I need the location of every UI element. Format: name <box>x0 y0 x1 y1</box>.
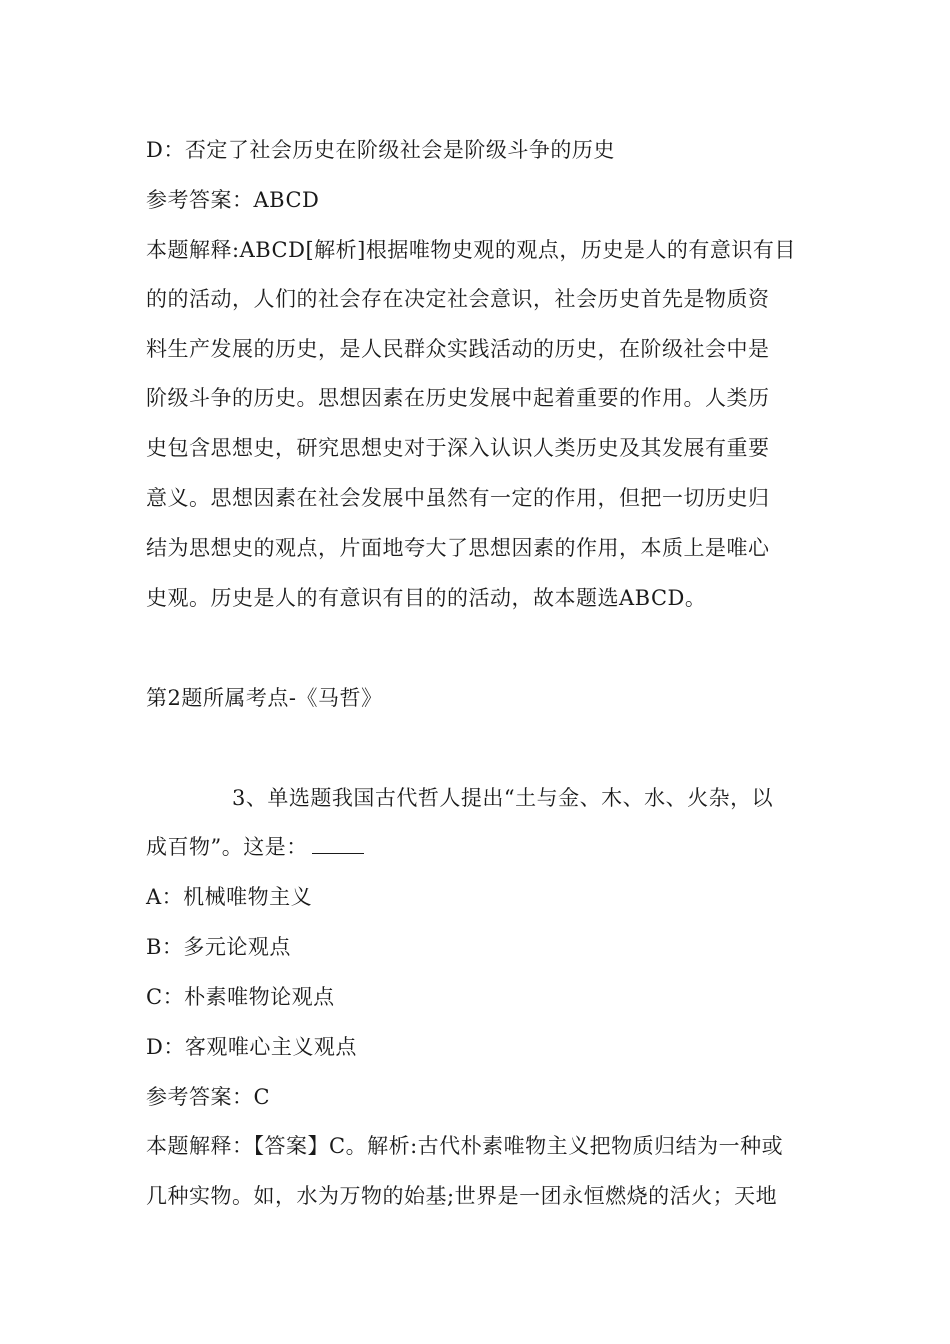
q3-explanation-line: 本题解释：【答案】C。解析:古代朴素唯物主义把物质归结为一种或 <box>146 1134 784 1158</box>
q2-explanation-line: 阶级斗争的历史。思想因素在历史发展中起着重要的作用。人类历 <box>146 386 770 410</box>
q2-topic: 第2题所属考点-《马哲》 <box>146 686 383 710</box>
q3-explanation-line: 几种实物。如，水为万物的始基;世界是一团永恒燃烧的活火；天地 <box>146 1184 778 1208</box>
q2-explanation-line: 的的活动，人们的社会存在决定社会意识，社会历史首先是物质资 <box>146 287 770 311</box>
q2-explanation-line: 结为思想史的观点，片面地夸大了思想因素的作用，本质上是唯心 <box>146 536 770 560</box>
q3-option-d: D：客观唯心主义观点 <box>146 1035 357 1059</box>
q2-explanation-line: 史观。历史是人的有意识有目的的活动，故本题选ABCD。 <box>146 586 707 610</box>
q3-stem-line: 3、单选题我国古代哲人提出“土与金、木、水、火杂，以 <box>232 786 774 810</box>
q3-stem-line-2 <box>146 832 364 862</box>
q3-option-b: B：多元论观点 <box>146 935 291 959</box>
q2-explanation-line: 史包含思想史，研究思想史对于深入认识人类历史及其发展有重要 <box>146 436 770 460</box>
q3-answer: 参考答案：C <box>146 1085 271 1109</box>
q3-option-a: A：机械唯物主义 <box>146 885 313 909</box>
q2-explanation-line: 意义。思想因素在社会发展中虽然有一定的作用，但把一切历史归 <box>146 486 770 510</box>
q3-stem-text: 成百物”。这是： <box>146 835 308 859</box>
q2-explanation-line: 本题解释:ABCD[解析]根据唯物史观的观点，历史是人的有意识有目 <box>146 238 796 262</box>
q2-explanation-line: 料生产发展的历史，是人民群众实践活动的历史，在阶级社会中是 <box>146 337 770 361</box>
q3-option-c: C：朴素唯物论观点 <box>146 985 335 1009</box>
answer-blank <box>312 835 364 854</box>
q2-answer: 参考答案：ABCD <box>146 188 320 212</box>
q2-option-d: D：否定了社会历史在阶级社会是阶级斗争的历史 <box>146 138 615 162</box>
